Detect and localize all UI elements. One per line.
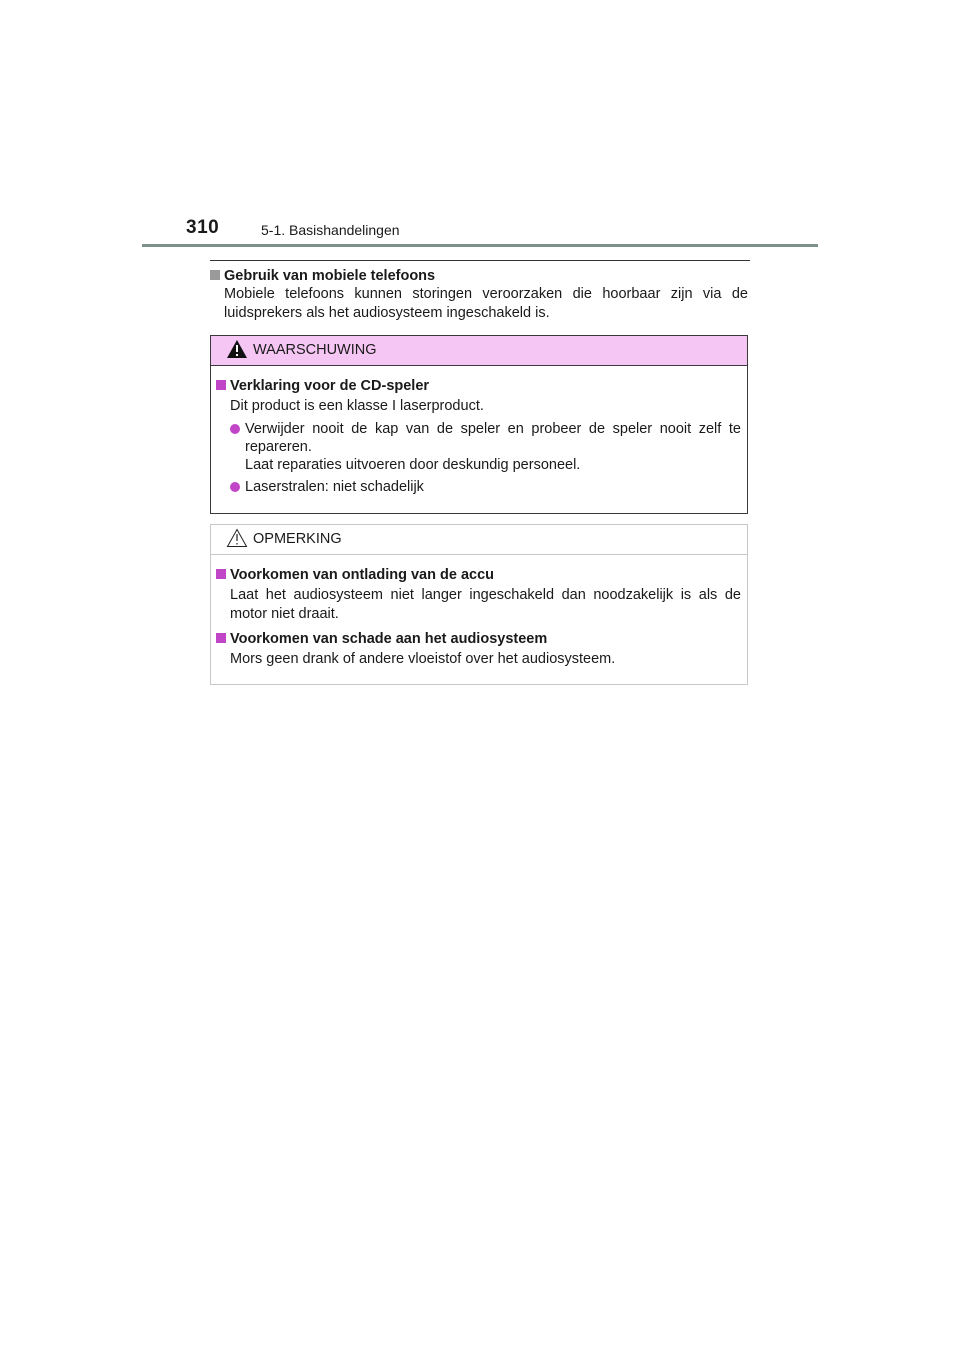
warning-label: WAARSCHUWING (253, 342, 377, 358)
content-divider (210, 260, 750, 261)
warning-triangle-icon (226, 339, 248, 363)
warning-bullet-1-line2: Laat reparaties uitvoeren door deskundig personeel. (245, 457, 581, 473)
warning-body (211, 366, 747, 496)
intro-heading (210, 267, 748, 285)
notice-body (211, 555, 747, 669)
grey-square-marker-icon (210, 270, 220, 280)
intro-text: Mobiele telefoons kunnen storingen veroorzaken die hoorbaar zijn via de luidsprekers als het audiosysteem ingeschakeld is. (224, 286, 748, 321)
warning-bullet-1-line1: Verwijder nooit de kap van de speler en probeer de speler nooit zelf te repareren. (245, 421, 741, 455)
intro-block (210, 267, 748, 323)
pink-square-marker-icon (216, 633, 226, 643)
notice-label: OPMERKING (253, 531, 342, 547)
bullet-dot-icon (230, 424, 240, 434)
notice-heading (216, 566, 741, 584)
page-number: 310 (186, 217, 220, 238)
pink-square-marker-icon (216, 569, 226, 579)
notice-header (211, 525, 747, 555)
warning-bullet (230, 420, 741, 474)
warning-bullet (230, 478, 741, 496)
notice-heading-1-text: Voorkomen van ontlading van de accu (230, 567, 495, 583)
intro-heading-text: Gebruik van mobiele telefoons (224, 268, 436, 284)
notice-heading (216, 630, 741, 648)
warning-heading (216, 377, 741, 395)
pink-square-marker-icon (216, 380, 226, 390)
notice-box (210, 524, 748, 685)
notice-text-1: Laat het audiosysteem niet langer ingeschakeld dan noodzakelijk is als de motor niet draait. (230, 587, 741, 622)
bullet-dot-icon (230, 482, 240, 492)
notice-text-2: Mors geen drank of andere vloeistof over het audiosysteem. (230, 651, 616, 667)
warning-heading-text: Verklaring voor de CD-speler (230, 378, 430, 394)
warning-text: Dit product is een klasse I laserproduct. (230, 398, 484, 414)
caution-triangle-icon (226, 528, 248, 552)
warning-box (210, 335, 748, 514)
section-title: 5-1. Basishandelingen (261, 222, 400, 238)
header-divider (142, 244, 818, 247)
notice-heading-2-text: Voorkomen van schade aan het audiosysteem (230, 631, 548, 647)
warning-bullet-2-text: Laserstralen: niet schadelijk (245, 479, 424, 495)
warning-header (211, 336, 747, 366)
